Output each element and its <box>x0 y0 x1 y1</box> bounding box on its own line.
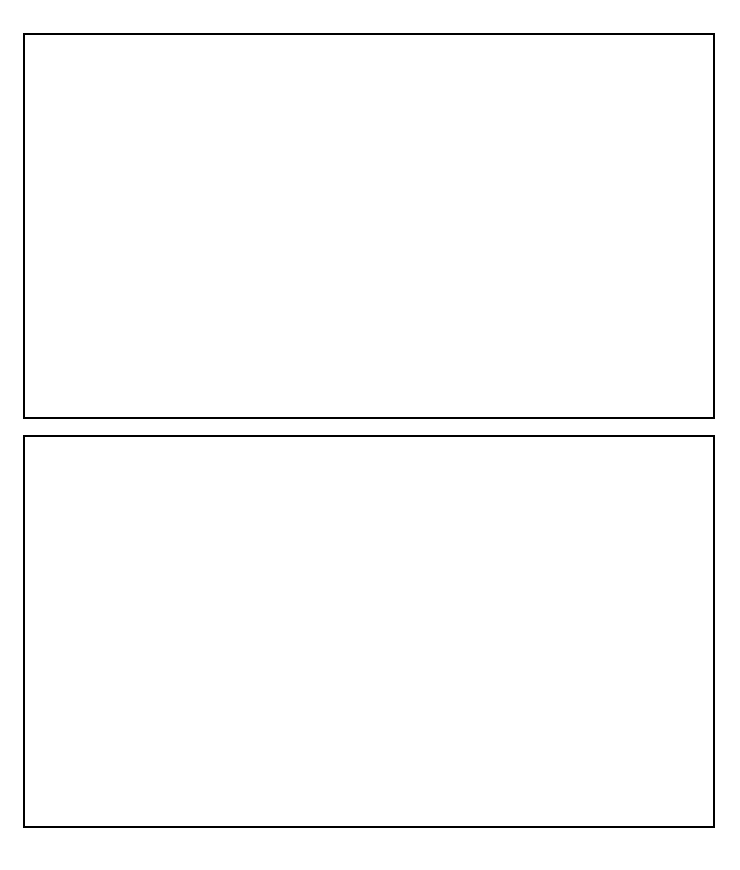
component-layout-panel <box>23 33 715 419</box>
component-layout-drawing <box>25 35 713 417</box>
pcb-traces-drawing <box>25 437 713 826</box>
pcb-traces-panel <box>23 435 715 828</box>
